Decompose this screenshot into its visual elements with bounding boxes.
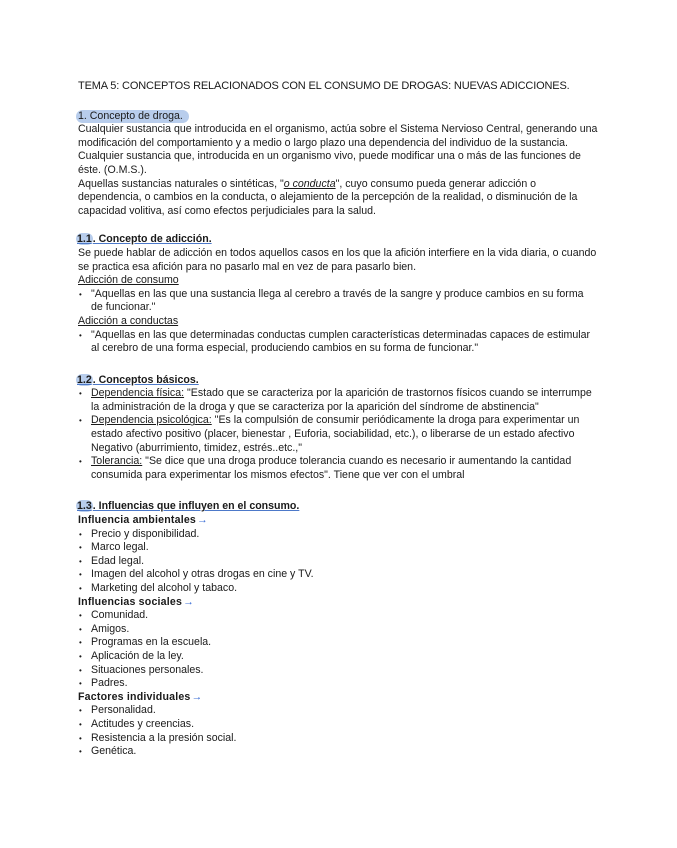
list-item: • Actitudes y creencias. (78, 718, 598, 732)
list-item: • Situaciones personales. (78, 664, 598, 678)
adiccion-consumo-label: Adicción de consumo (78, 274, 179, 287)
section-conceptos-basicos (78, 359, 598, 483)
list-item: • "Aquellas en las que determinadas conductas cumplen características determinadas capaces de estimular al cerebro de una forma especial, produciendo cambios en su forma de funcionar." (78, 329, 598, 356)
list-item: • Marketing del alcohol y tabaco. (78, 582, 598, 596)
adiccion-conductas-list (78, 329, 598, 356)
section-heading-influencias: 1.3. Influencias que influyen en el consumo. (77, 500, 300, 513)
list-item: • Edad legal. (78, 555, 598, 569)
factores-individuales-label: Factores individuales→ (78, 690, 203, 703)
section-concepto-adiccion (78, 218, 598, 355)
influencias-sociales-label: Influencias sociales→ (78, 595, 194, 608)
section-heading-droga: 1. Concepto de droga. (76, 110, 189, 124)
ambientales-list (78, 528, 598, 596)
individuales-list (78, 704, 598, 758)
sociales-list (78, 609, 598, 691)
list-item: • Tolerancia: "Se dice que una droga produce tolerancia cuando es necesario ir aumentando la cantidad consumida para experimentar los mismos efectos". Tiene que ver con el umbral (78, 455, 598, 482)
section-heading-conceptos: 1.2. Conceptos básicos. (77, 373, 199, 386)
arrow-right-icon: → (191, 690, 203, 703)
list-item: • Amigos. (78, 623, 598, 637)
influencia-ambientales-label: Influencia ambientales→ (78, 514, 208, 527)
list-item: • Comunidad. (78, 609, 598, 623)
list-item: • Genética. (78, 745, 598, 759)
document-page (78, 80, 598, 759)
list-item: • Personalidad. (78, 704, 598, 718)
paragraph-definition-2: Cualquier sustancia que, introducida en un organismo vivo, puede modificar una o más de las funciones de éste. (O.M.S.). (78, 150, 581, 176)
list-item: • Dependencia psicológica: "Es la compulsión de consumir periódicamente la droga para experimentar un estado afectivo positivo (placer, bienestar , Euforia, sociabilidad, etc.), o liberarse de un estado afectivo Negativo (aburrimiento, timidez, estrés..etc.," (78, 414, 598, 455)
adiccion-consumo-list (78, 288, 598, 315)
section-heading-adiccion: 1.1. Concepto de adicción. (77, 233, 212, 246)
list-item: • Marco legal. (78, 541, 598, 555)
list-item: • "Aquellas en las que una sustancia llega al cerebro a través de la sangre y produce cambios en su forma de funcionar." (78, 288, 598, 315)
section-influencias (78, 485, 598, 758)
paragraph-definition-3: Aquellas sustancias naturales o sintéticas, "o conducta", cuyo consumo pueda generar adicción o dependencia, o cambios en la conducta, o alejamiento de la percepción de la realidad, o disminución de la capacidad volitiva, así como efectos perjudiciales para la salud. (78, 177, 578, 217)
section-concepto-droga (78, 110, 598, 219)
adiccion-intro: Se puede hablar de adicción en todos aquellos casos en los que la afición interfiere en la vida diaria, o cuando se practica esa afición para no pasarlo mal en vez de para pasarlo bien. (78, 246, 597, 273)
list-item: • Programas en la escuela. (78, 636, 598, 650)
conducta-term: o conducta (283, 177, 336, 190)
list-item: • Imagen del alcohol y otras drogas en cine y TV. (78, 568, 598, 582)
paragraph-definition-1: Cualquier sustancia que introducida en el organismo, actúa sobre el Sistema Nervioso Central, generando una modificación del comportamiento y a medio o largo plazo una dependencia del individuo de la sustancia. (78, 123, 598, 149)
list-item: • Aplicación de la ley. (78, 650, 598, 664)
list-item: • Precio y disponibilidad. (78, 528, 598, 542)
list-item: • Dependencia física: "Estado que se caracteriza por la aparición de trastornos físicos cuando se interrumpe la administración de la droga y que se caracteriza por la aparición del síndrome de abstinencia" (78, 387, 598, 414)
document-title: TEMA 5: CONCEPTOS RELACIONADOS CON EL CONSUMO DE DROGAS: NUEVAS ADICCIONES. (78, 80, 570, 92)
list-item: • Padres. (78, 677, 598, 691)
conceptos-list (78, 387, 598, 482)
arrow-right-icon: → (183, 595, 194, 608)
arrow-right-icon: → (197, 514, 208, 527)
adiccion-conductas-label: Adicción a conductas (78, 314, 179, 327)
list-item: • Resistencia a la presión social. (78, 732, 598, 746)
